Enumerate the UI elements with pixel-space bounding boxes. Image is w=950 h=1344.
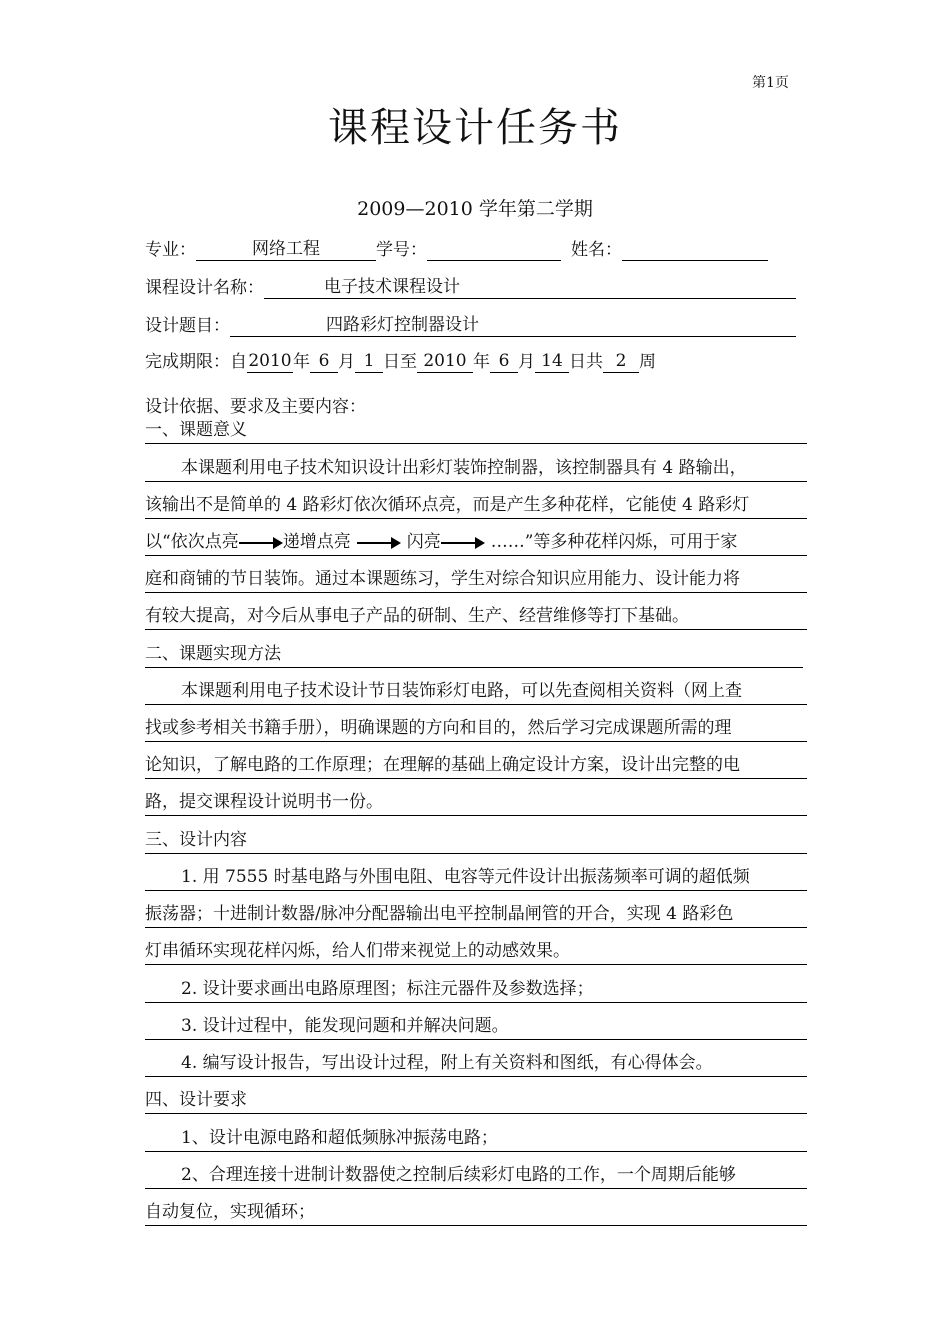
start-year: 2010	[248, 351, 292, 371]
arrow-right-icon	[441, 536, 485, 550]
start-month: 6	[310, 350, 338, 373]
info-row-course	[145, 276, 796, 299]
paragraph-line: 本课题利用电子技术设计节日装饰彩灯电路，可以先查阅相关资料（网上查	[145, 678, 807, 705]
day-total-label: 日共	[569, 352, 603, 372]
deadline-row	[145, 350, 656, 373]
major-value: 网络工程	[196, 238, 376, 261]
paragraph-line: 自动复位，实现循环；	[145, 1199, 807, 1226]
student-id-field	[427, 238, 561, 261]
paragraph-line: 3. 设计过程中，能发现问题和并解决问题。	[145, 1013, 807, 1040]
paragraph-line: 庭和商铺的节日装饰。通过本课题练习，学生对综合知识应用能力、设计能力将	[145, 566, 807, 593]
paragraph-line: 有较大提高，对今后从事电子产品的研制、生产、经营维修等打下基础。	[145, 603, 807, 630]
end-year: 2010	[417, 350, 473, 373]
sequence-step: 递增点亮	[282, 532, 351, 552]
paragraph-line: 路，提交课程设计说明书一份。	[145, 789, 807, 816]
weeks-value: 2	[603, 350, 639, 373]
paragraph-line: 找或参考相关书籍手册），明确课题的方向和目的，然后学习完成课题所需的理	[145, 715, 807, 742]
topic-value: 四路彩灯控制器设计	[230, 314, 796, 337]
document-title: 课程设计任务书	[328, 105, 622, 151]
sequence-step: 以“依次点亮	[145, 532, 239, 552]
sequence-step: ……”等多种花样闪烁，可用于家	[490, 532, 738, 552]
info-row-topic	[145, 314, 796, 337]
day-to-label: 日至	[383, 352, 417, 372]
paragraph-line: 振荡器；十进制计数器/脉冲分配器输出电平控制晶闸管的开合，实现 4 路彩色	[145, 901, 807, 928]
arrow-right-icon	[239, 536, 283, 550]
paragraph-line: 2、合理连接十进制计数器使之控制后续彩灯电路的工作，一个周期后能够	[145, 1162, 807, 1189]
paragraph-line: 1. 用 7555 时基电路与外围电阻、电容等元件设计出振荡频率可调的超低频	[145, 864, 807, 891]
start-day: 1	[355, 350, 383, 373]
end-day: 14	[535, 350, 569, 373]
section-heading: 一、课题意义	[145, 417, 807, 444]
year-unit: 年	[473, 352, 490, 372]
paragraph-line: 本课题利用电子技术知识设计出彩灯装饰控制器，该控制器具有 4 路输出，	[145, 455, 807, 482]
end-month: 6	[490, 350, 518, 373]
weeks-unit: 周	[639, 352, 656, 372]
paragraph-line: 论知识，了解电路的工作原理；在理解的基础上确定设计方案，设计出完整的电	[145, 752, 807, 779]
student-id-label: 学号：	[376, 240, 427, 260]
major-label: 专业：	[145, 240, 196, 260]
paragraph-line	[145, 529, 807, 556]
month-unit: 月	[518, 352, 535, 372]
topic-label: 设计题目：	[145, 316, 230, 336]
info-row-major	[145, 238, 768, 261]
month-unit: 月	[338, 352, 355, 372]
basis-heading: 设计依据、要求及主要内容：	[145, 397, 366, 417]
course-name-value: 电子技术课程设计	[264, 276, 796, 299]
paragraph-line: 4. 编写设计报告，写出设计过程，附上有关资料和图纸，有心得体会。	[145, 1050, 807, 1077]
academic-term: 2009—2010 学年第二学期	[357, 198, 593, 220]
paragraph-line: 该输出不是简单的 4 路彩灯依次循环点亮，而是产生多种花样，它能使 4 路彩灯	[145, 492, 807, 519]
paragraph-line: 2. 设计要求画出电路原理图；标注元器件及参数选择；	[145, 976, 807, 1003]
paragraph-line: 1、设计电源电路和超低频脉冲振荡电路；	[145, 1125, 807, 1152]
course-name-label: 课程设计名称：	[145, 278, 264, 298]
page-number: 第1页	[752, 75, 789, 91]
section-heading: 三、设计内容	[145, 827, 807, 854]
name-field	[622, 238, 768, 261]
sequence-step: 闪亮	[406, 532, 441, 552]
year-unit: 年	[293, 352, 310, 372]
section-heading: 四、设计要求	[145, 1087, 807, 1114]
deadline-label: 完成期限：自	[145, 352, 247, 372]
paragraph-line: 灯串循环实现花样闪烁，给人们带来视觉上的动感效果。	[145, 938, 807, 965]
name-label: 姓名：	[571, 240, 622, 260]
section-heading: 二、课题实现方法	[145, 641, 803, 668]
arrow-right-icon	[357, 536, 401, 550]
